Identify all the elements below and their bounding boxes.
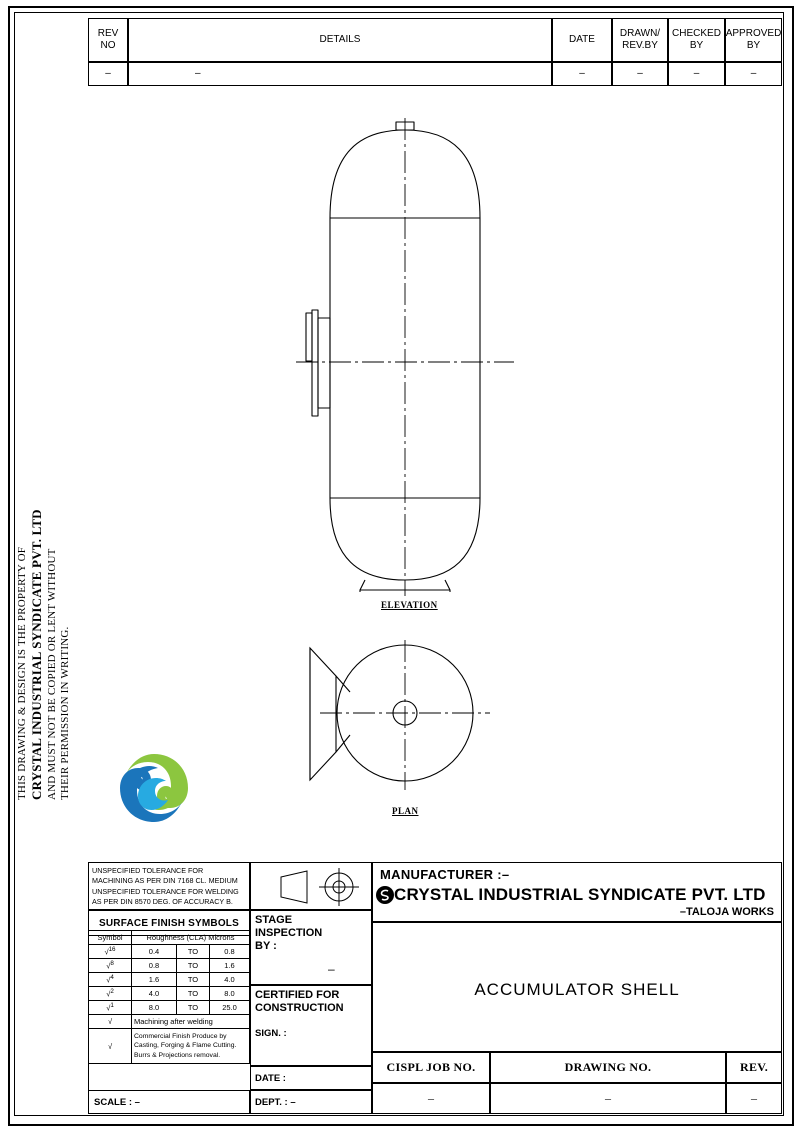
revision-header-approved-by: APPROVED BY [725, 18, 782, 62]
revision-row-drawn-by: – [612, 62, 668, 86]
surface-finish-upto: 25.0 [210, 1001, 250, 1015]
tolerance-note [92, 866, 248, 908]
job-no-value-box [372, 1083, 490, 1114]
surface-finish-upto: 1.6 [210, 959, 250, 973]
certified-label [255, 989, 344, 1015]
surface-finish-from: 0.8 [132, 959, 177, 973]
copyright-line-2: CRYSTAL INDUSTRIAL SYNDICATE PVT. LTD [29, 509, 44, 800]
plan-view-label: PLAN [392, 806, 419, 816]
stage-inspection-line-1: STAGE [255, 914, 293, 926]
surface-finish-to: TO [177, 945, 210, 959]
surface-finish-symbol: √$^4$ [89, 973, 132, 987]
surface-finish-from: 0.4 [132, 945, 177, 959]
surface-finish-from: 8.0 [132, 1001, 177, 1015]
first-angle-projection-icon [251, 863, 373, 911]
sign-label: SIGN. : [255, 1028, 287, 1039]
scale-label: SCALE : – [94, 1097, 140, 1108]
revision-row-date: – [552, 62, 612, 86]
surface-finish-header-row [89, 931, 250, 945]
drawing-no-label: DRAWING NO. [564, 1060, 652, 1074]
surface-finish-to: TO [177, 959, 210, 973]
manufacturer-label: MANUFACTURER :– [380, 867, 510, 882]
surface-finish-col-roughness: Roughness (CLA) Microns [132, 931, 250, 945]
surface-finish-symbol-commercial: √ [89, 1029, 132, 1064]
certified-line-1: CERTIFIED FOR [255, 989, 340, 1001]
revision-row-checked-by: – [668, 62, 725, 86]
projection-symbol-box [250, 862, 372, 910]
surface-finish-symbol: √$^1$ [89, 1001, 132, 1015]
revision-row-approved-by: – [725, 62, 782, 86]
tolerance-note-line-2: MACHINING AS PER DIN 7168 CL. MEDIUM [92, 876, 238, 886]
surface-finish-note-machining: Machining after welding [132, 1015, 250, 1029]
drawing-no-header [490, 1052, 726, 1083]
surface-finish-row [89, 945, 250, 959]
surface-finish-symbol: √$^{16}$ [89, 945, 132, 959]
revision-header-date: DATE [552, 18, 612, 62]
manufacturer-logo-mark [376, 886, 394, 909]
manufacturer-works: –TALOJA WORKS [679, 906, 774, 918]
title-block [88, 862, 782, 1114]
dept-label: DEPT. : – [255, 1097, 296, 1108]
surface-finish-from: 4.0 [132, 987, 177, 1001]
surface-finish-row [89, 987, 250, 1001]
copyright-line-1: THIS DRAWING & DESIGN IS THE PROPERTY OF [16, 546, 28, 800]
rev-header [726, 1052, 782, 1083]
revision-header-checked-by: CHECKED BY [668, 18, 725, 62]
stage-inspection-line-2: INSPECTION [255, 926, 323, 939]
stage-inspection-line-3: BY : [255, 939, 277, 952]
job-no-header [372, 1052, 490, 1083]
revision-row-rev-no: – [88, 62, 128, 86]
surface-finish-row [89, 973, 250, 987]
surface-finish-from: 1.6 [132, 973, 177, 987]
company-logo [116, 750, 192, 826]
stage-inspection-label [255, 914, 322, 953]
revision-header-rev-no: REV NO [88, 18, 128, 62]
surface-finish-note-commercial: Commercial Finish Produce by Casting, Forging & Flame Cutting. Burrs & Projections removal. [132, 1029, 250, 1064]
surface-finish-table [88, 930, 250, 1064]
surface-finish-to: TO [177, 973, 210, 987]
rev-label: REV. [740, 1060, 768, 1074]
drawing-no-value-box [490, 1083, 726, 1114]
surface-finish-upto: 8.0 [210, 987, 250, 1001]
revision-table [88, 18, 782, 86]
surface-finish-col-symbol: Symbol [89, 931, 132, 945]
copyright-line-4: THEIR PERMISSION IN WRITING. [59, 626, 71, 800]
rev-value: – [751, 1091, 757, 1105]
surface-finish-row [89, 959, 250, 973]
manufacturer-name: CRYSTAL INDUSTRIAL SYNDICATE PVT. LTD [394, 885, 766, 904]
copyright-notice [16, 500, 76, 800]
rev-value-box [726, 1083, 782, 1114]
date-label: DATE : [255, 1073, 286, 1084]
surface-finish-row [89, 1001, 250, 1015]
drawing-title: ACCUMULATOR SHELL [474, 980, 680, 999]
surface-finish-upto: 4.0 [210, 973, 250, 987]
revision-header-drawn-by: DRAWN/ REV.BY [612, 18, 668, 62]
surface-finish-symbol: √$^8$ [89, 959, 132, 973]
surface-finish-note-row [89, 1015, 250, 1029]
surface-finish-to: TO [177, 987, 210, 1001]
tolerance-note-line-1: UNSPECIFIED TOLERANCE FOR [92, 866, 204, 875]
tolerance-note-line-4: AS PER DIN 8570 DEG. OF ACCURACY B. [92, 897, 233, 907]
stage-inspection-value: – [328, 962, 335, 976]
surface-finish-note-row [89, 1029, 250, 1064]
elevation-view-label: ELEVATION [381, 600, 438, 610]
job-no-label: CISPL JOB NO. [386, 1060, 476, 1074]
revision-row-details: – [128, 62, 552, 86]
surface-finish-upto: 0.8 [210, 945, 250, 959]
surface-finish-symbol-machining: √ [89, 1015, 132, 1029]
copyright-line-3: AND MUST NOT BE COPIED OR LENT WITHOUT [46, 548, 58, 800]
certified-line-2: CONSTRUCTION [255, 1001, 344, 1014]
surface-finish-title: SURFACE FINISH SYMBOLS [99, 917, 239, 929]
revision-header-details: DETAILS [128, 18, 552, 62]
tolerance-note-line-3: UNSPECIFIED TOLERANCE FOR WELDING [92, 886, 239, 896]
drawing-no-value: – [605, 1091, 611, 1105]
job-no-value: – [428, 1091, 434, 1105]
surface-finish-to: TO [177, 1001, 210, 1015]
surface-finish-symbol: √$^2$ [89, 987, 132, 1001]
